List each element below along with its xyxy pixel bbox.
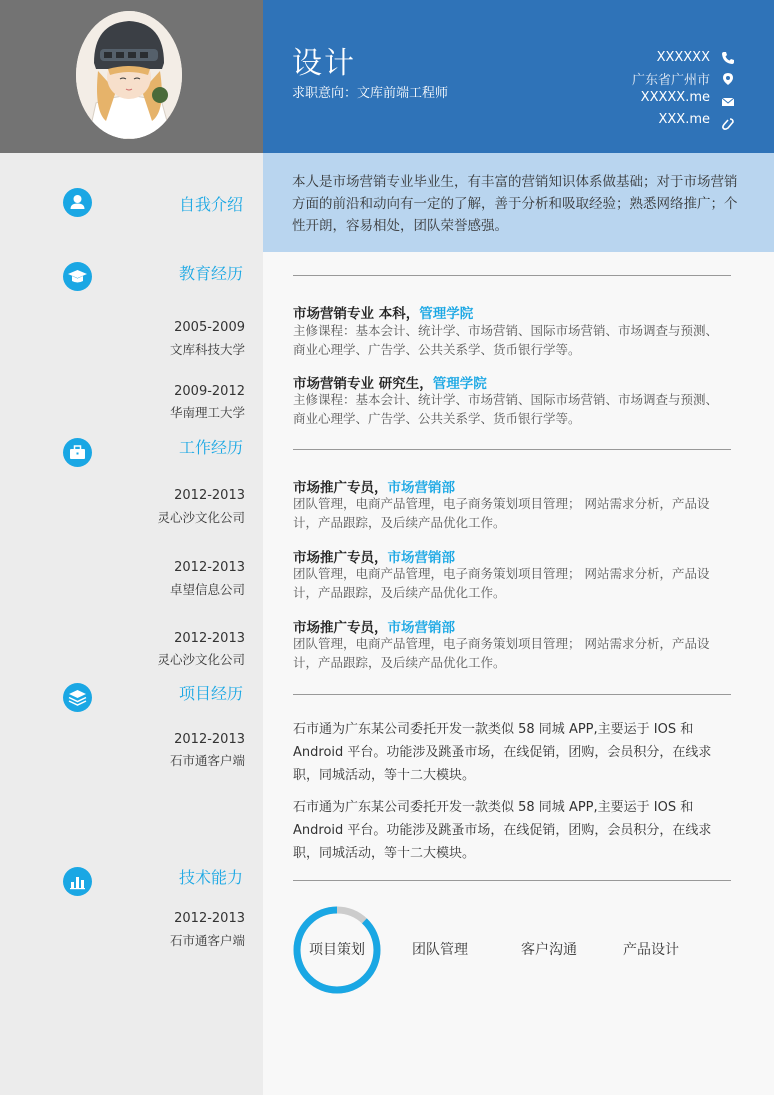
location-icon bbox=[721, 72, 735, 86]
education-date: 2009-2012 bbox=[174, 384, 245, 399]
work-date: 2012-2013 bbox=[174, 488, 245, 503]
graduation-cap-icon bbox=[63, 262, 92, 291]
layers-icon bbox=[63, 683, 92, 712]
skill-label: 客户沟通 bbox=[521, 942, 577, 958]
project-description: 石市通为广东某公司委托开发一款类似 58 同城 APP,主要运于 IOS 和 Android 平台。功能涉及跳蚤市场，在线促销，团购，会员积分，在线求职，同城活动，等十二大模块。 bbox=[293, 722, 712, 783]
contact-website: XXX.me bbox=[658, 112, 710, 127]
project-date: 2012-2013 bbox=[174, 732, 245, 747]
candidate-name: 设计 bbox=[292, 46, 356, 81]
project-name: 石市通客户端 bbox=[169, 753, 245, 768]
section-title-education: 教育经历 bbox=[178, 264, 243, 283]
section-divider bbox=[293, 275, 731, 276]
project-description: 石市通为广东某公司委托开发一款类似 58 同城 APP,主要运于 IOS 和 Android 平台。功能涉及跳蚤市场，在线促销，团购，会员积分，在线求职，同城活动，等十二大模块。 bbox=[293, 800, 712, 861]
skill-label: 项目策划 bbox=[309, 942, 365, 958]
work-entry-heading: 市场推广专员，市场营销部 bbox=[293, 550, 455, 566]
intro-text: 本人是市场营销专业毕业生，有丰富的营销知识体系做基础；对于市场营销方面的前沿和动向有一定的了解，善于分析和吸取经验；熟悉网络推广；个性开朗，容易相处，团队荣誉感强。 bbox=[292, 174, 738, 234]
skill-project: 石市通客户端 bbox=[169, 933, 245, 948]
section-title-skills: 技术能力 bbox=[178, 868, 243, 887]
work-entry-heading: 市场推广专员，市场营销部 bbox=[293, 620, 455, 636]
work-entry-heading: 市场推广专员，市场营销部 bbox=[293, 480, 455, 496]
skill-label: 产品设计 bbox=[623, 942, 679, 958]
education-entry-heading: 市场营销专业 研究生，管理学院 bbox=[293, 376, 487, 392]
work-company: 灵心沙文化公司 bbox=[157, 652, 245, 667]
education-entry-heading: 市场营销专业 本科，管理学院 bbox=[293, 306, 474, 322]
work-date: 2012-2013 bbox=[174, 560, 245, 575]
link-icon bbox=[721, 117, 735, 131]
contact-location: 广东省广州市 bbox=[631, 73, 710, 88]
skill-label: 团队管理 bbox=[412, 942, 468, 958]
skill-date: 2012-2013 bbox=[174, 911, 245, 926]
work-entry-description: 团队管理，电商产品管理，电子商务策划项目管理； 网站需求分析，产品设计，产品跟踪，及后续产品优化工作。 bbox=[293, 496, 710, 530]
education-entry-description: 主修课程：基本会计、统计学、市场营销、国际市场营销、市场调查与预测、商业心理学、广告学、公共关系学、货币银行学等。 bbox=[293, 392, 719, 426]
section-divider bbox=[293, 880, 731, 881]
job-objective: 求职意向：文库前端工程师 bbox=[292, 86, 449, 101]
briefcase-icon bbox=[63, 438, 92, 467]
section-divider bbox=[293, 449, 731, 450]
education-date: 2005-2009 bbox=[174, 320, 245, 335]
work-company: 卓望信息公司 bbox=[169, 582, 245, 597]
user-icon bbox=[63, 188, 92, 217]
mail-icon bbox=[721, 95, 735, 109]
work-date: 2012-2013 bbox=[174, 631, 245, 646]
avatar bbox=[76, 11, 182, 139]
education-school: 文库科技大学 bbox=[169, 342, 245, 357]
work-entry-description: 团队管理，电商产品管理，电子商务策划项目管理； 网站需求分析，产品设计，产品跟踪，及后续产品优化工作。 bbox=[293, 566, 710, 600]
section-title-projects: 项目经历 bbox=[178, 684, 243, 703]
education-entry-description: 主修课程：基本会计、统计学、市场营销、国际市场营销、市场调查与预测、商业心理学、广告学、公共关系学、货币银行学等。 bbox=[293, 323, 719, 357]
contact-phone: XXXXXX bbox=[656, 50, 710, 65]
work-company: 灵心沙文化公司 bbox=[157, 510, 245, 525]
section-divider bbox=[293, 694, 731, 695]
section-title-work: 工作经历 bbox=[178, 438, 243, 457]
contact-email: XXXXX.me bbox=[640, 90, 710, 105]
section-title-intro: 自我介绍 bbox=[178, 195, 243, 214]
work-entry-description: 团队管理，电商产品管理，电子商务策划项目管理； 网站需求分析，产品设计，产品跟踪，及后续产品优化工作。 bbox=[293, 636, 710, 670]
bar-chart-icon bbox=[63, 867, 92, 896]
phone-icon bbox=[721, 51, 735, 65]
education-school: 华南理工大学 bbox=[169, 405, 245, 420]
